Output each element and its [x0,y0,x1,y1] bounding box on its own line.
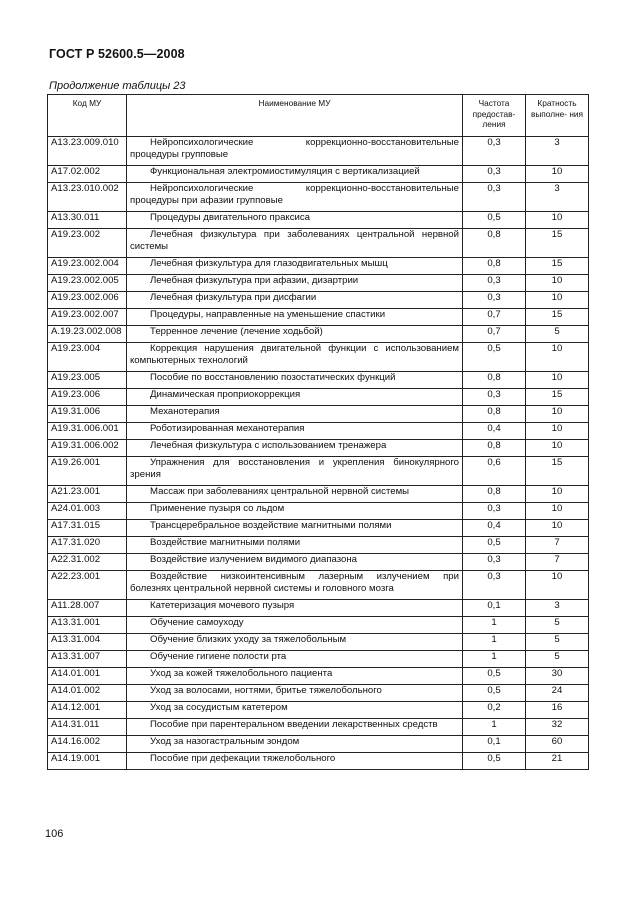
table-header-row [48,95,589,137]
cell-name [127,503,463,520]
cell-name [127,212,463,229]
cell-multiplicity: 24 [526,685,589,702]
cell-multiplicity: 5 [526,617,589,634]
cell-name [127,258,463,275]
table-row [48,486,589,503]
cell-code: A19.31.006 [48,406,127,423]
cell-name-text: Лечебная физкультура при заболеваниях центральной нервной системы [130,229,459,252]
cell-multiplicity: 21 [526,753,589,770]
cell-name [127,309,463,326]
cell-name [127,229,463,258]
cell-multiplicity: 32 [526,719,589,736]
cell-code: A19.23.002.006 [48,292,127,309]
cell-multiplicity: 30 [526,668,589,685]
cell-multiplicity: 3 [526,600,589,617]
cell-frequency: 0,8 [463,258,526,275]
cell-multiplicity: 15 [526,309,589,326]
cell-name [127,166,463,183]
table-row [48,685,589,702]
cell-multiplicity: 10 [526,571,589,600]
table-row [48,275,589,292]
cell-frequency: 0,5 [463,668,526,685]
cell-frequency: 0,4 [463,423,526,440]
cell-multiplicity: 10 [526,486,589,503]
cell-name-text: Уход за волосами, ногтями, бритье тяжелобольного [150,685,382,696]
cell-name [127,423,463,440]
cell-code: A14.01.002 [48,685,127,702]
table-row [48,423,589,440]
table-row [48,309,589,326]
table-row [48,166,589,183]
cell-multiplicity: 3 [526,137,589,166]
cell-multiplicity: 10 [526,503,589,520]
cell-name-text: Пособие при дефекации тяжелобольного [150,753,336,764]
cell-frequency: 0,3 [463,275,526,292]
table-row [48,343,589,372]
cell-code: A21.23.001 [48,486,127,503]
cell-name [127,406,463,423]
table-row [48,212,589,229]
cell-frequency: 0,5 [463,753,526,770]
cell-code: A17.31.015 [48,520,127,537]
services-table [47,94,589,770]
cell-name-text: Обучение гигиене полости рта [150,651,287,662]
cell-name [127,753,463,770]
cell-name-text: Коррекция нарушения двигательной функции с использованием компьютерных технологий [130,343,459,366]
cell-code: A13.31.004 [48,634,127,651]
table-row [48,668,589,685]
cell-frequency: 0,3 [463,389,526,406]
cell-frequency: 0,3 [463,166,526,183]
cell-frequency: 0,6 [463,457,526,486]
cell-frequency: 0,7 [463,326,526,343]
cell-frequency: 0,5 [463,343,526,372]
table-row [48,389,589,406]
cell-code: A19.23.002.004 [48,258,127,275]
cell-code: A13.31.001 [48,617,127,634]
cell-frequency: 0,1 [463,600,526,617]
cell-multiplicity: 5 [526,634,589,651]
cell-frequency: 0,5 [463,537,526,554]
cell-frequency: 0,8 [463,372,526,389]
cell-name [127,554,463,571]
cell-name [127,685,463,702]
cell-name-text: Нейропсихологические коррекционно-восстановительные процедуры групповые [130,137,459,160]
cell-frequency: 0,8 [463,486,526,503]
cell-name [127,634,463,651]
page-number: 106 [45,828,64,840]
cell-code: A24.01.003 [48,503,127,520]
cell-name-text: Функциональная электромиостимуляция с вертикализацией [150,166,420,177]
cell-name [127,719,463,736]
cell-frequency: 0,2 [463,702,526,719]
col-header-multiplicity: Кратность выполне- ния [526,95,589,137]
cell-frequency: 0,5 [463,685,526,702]
cell-multiplicity: 5 [526,651,589,668]
cell-name-text: Лечебная физкультура при афазии, дизартрии [150,275,359,286]
cell-multiplicity: 5 [526,326,589,343]
table-row [48,702,589,719]
cell-frequency: 0,3 [463,554,526,571]
cell-frequency: 1 [463,634,526,651]
cell-multiplicity: 15 [526,457,589,486]
cell-multiplicity: 10 [526,406,589,423]
table-row [48,736,589,753]
cell-multiplicity: 3 [526,183,589,212]
cell-name [127,736,463,753]
cell-code: A19.23.002 [48,229,127,258]
table-row [48,183,589,212]
cell-multiplicity: 15 [526,389,589,406]
cell-name-text: Уход за назогастральным зондом [150,736,300,747]
cell-name-text: Лечебная физкультура для глазодвигательных мышц [150,258,388,269]
cell-name [127,668,463,685]
cell-code: A14.12.001 [48,702,127,719]
cell-code: A11.28.007 [48,600,127,617]
table-row [48,440,589,457]
table-body [48,137,589,770]
cell-name [127,617,463,634]
cell-multiplicity: 10 [526,292,589,309]
cell-name-text: Терренное лечение (лечение ходьбой) [150,326,323,337]
cell-name [127,702,463,719]
table-row [48,326,589,343]
table-row [48,634,589,651]
cell-name [127,292,463,309]
col-header-name: Наименование МУ [127,95,463,137]
cell-name [127,372,463,389]
cell-code: A14.16.002 [48,736,127,753]
table-row [48,372,589,389]
cell-name [127,343,463,372]
cell-name-text: Пособие при парентеральном введении лекарственных средств [150,719,438,730]
cell-multiplicity: 7 [526,537,589,554]
cell-name-text: Нейропсихологические коррекционно-восстановительные процедуры при афазии групповые [130,183,459,206]
table-row [48,457,589,486]
table-row [48,571,589,600]
cell-name-text: Воздействие излучением видимого диапазона [150,554,357,565]
cell-code: A13.23.010.002 [48,183,127,212]
table-row [48,719,589,736]
cell-name-text: Процедуры двигательного праксиса [150,212,311,223]
cell-code: A14.19.001 [48,753,127,770]
cell-code: A19.23.004 [48,343,127,372]
table-row [48,503,589,520]
table-caption: Продолжение таблицы 23 [49,80,186,92]
cell-code: A13.30.011 [48,212,127,229]
cell-frequency: 0,7 [463,309,526,326]
table-row [48,600,589,617]
cell-name [127,275,463,292]
cell-name [127,457,463,486]
cell-name-text: Массаж при заболеваниях центральной нервной системы [150,486,410,497]
cell-name [127,389,463,406]
cell-name [127,520,463,537]
cell-frequency: 0,5 [463,212,526,229]
table-row [48,406,589,423]
cell-name [127,183,463,212]
table-row [48,554,589,571]
table-row [48,651,589,668]
cell-code: A19.23.005 [48,372,127,389]
cell-code: A17.02.002 [48,166,127,183]
table-row [48,258,589,275]
cell-frequency: 1 [463,719,526,736]
document-title: ГОСТ Р 52600.5—2008 [49,47,185,61]
table-row [48,520,589,537]
cell-code: A.19.23.002.008 [48,326,127,343]
cell-frequency: 0,8 [463,440,526,457]
cell-frequency: 0,1 [463,736,526,753]
cell-name-text: Катетеризация мочевого пузыря [150,600,295,611]
cell-name [127,440,463,457]
cell-name-text: Трансцеребральное воздействие магнитными полями [150,520,392,531]
table-row [48,753,589,770]
col-header-frequency: Частота предостав- ления [463,95,526,137]
cell-multiplicity: 10 [526,343,589,372]
table-row [48,617,589,634]
cell-code: A17.31.020 [48,537,127,554]
cell-name-text: Роботизированная механотерапия [150,423,305,434]
cell-name-text: Лечебная физкультура при дисфагии [150,292,317,303]
cell-frequency: 0,3 [463,571,526,600]
cell-multiplicity: 15 [526,229,589,258]
cell-code: A19.31.006.001 [48,423,127,440]
cell-name [127,486,463,503]
cell-name [127,571,463,600]
cell-code: A19.23.002.007 [48,309,127,326]
cell-multiplicity: 10 [526,275,589,292]
cell-name-text: Воздействие магнитными полями [150,537,301,548]
cell-multiplicity: 16 [526,702,589,719]
cell-name-text: Обучение самоуходу [150,617,244,628]
table-row [48,137,589,166]
cell-frequency: 0,3 [463,503,526,520]
cell-name [127,537,463,554]
cell-multiplicity: 10 [526,372,589,389]
cell-multiplicity: 10 [526,212,589,229]
table-row [48,292,589,309]
cell-multiplicity: 10 [526,520,589,537]
cell-code: A22.31.002 [48,554,127,571]
cell-multiplicity: 60 [526,736,589,753]
cell-name [127,137,463,166]
cell-multiplicity: 10 [526,423,589,440]
cell-name-text: Уход за сосудистым катетером [150,702,288,713]
cell-frequency: 0,3 [463,183,526,212]
cell-multiplicity: 10 [526,166,589,183]
cell-name [127,651,463,668]
cell-code: A19.23.002.005 [48,275,127,292]
cell-name-text: Процедуры, направленные на уменьшение спастики [150,309,386,320]
cell-frequency: 0,3 [463,292,526,309]
cell-name-text: Применение пузыря со льдом [150,503,285,514]
cell-frequency: 0,8 [463,406,526,423]
cell-name-text: Пособие по восстановлению позостатических функций [150,372,396,383]
cell-name-text: Механотерапия [150,406,220,417]
cell-name-text: Динамическая проприокоррекция [150,389,301,400]
cell-code: A13.23.009.010 [48,137,127,166]
cell-name-text: Лечебная физкультура с использованием тренажера [150,440,387,451]
cell-multiplicity: 10 [526,440,589,457]
cell-multiplicity: 7 [526,554,589,571]
cell-multiplicity: 15 [526,258,589,275]
table-row [48,229,589,258]
cell-frequency: 0,4 [463,520,526,537]
cell-frequency: 1 [463,651,526,668]
cell-frequency: 1 [463,617,526,634]
cell-frequency: 0,8 [463,229,526,258]
cell-name [127,600,463,617]
col-header-code: Код МУ [48,95,127,137]
cell-name-text: Уход за кожей тяжелобольного пациента [150,668,333,679]
cell-code: A19.31.006.002 [48,440,127,457]
cell-frequency: 0,3 [463,137,526,166]
cell-code: A22.23.001 [48,571,127,600]
cell-name-text: Обучение близких уходу за тяжелобольным [150,634,347,645]
cell-code: A13.31.007 [48,651,127,668]
cell-code: A19.26.001 [48,457,127,486]
cell-code: A14.01.001 [48,668,127,685]
cell-name-text: Воздействие низкоинтенсивным лазерным излучением при болезнях центральной нервной системы и головного мозга [130,571,459,594]
cell-code: A14.31.011 [48,719,127,736]
cell-code: A19.23.006 [48,389,127,406]
cell-name-text: Упражнения для восстановления и укрепления бинокулярного зрения [130,457,459,480]
table-row [48,537,589,554]
cell-name [127,326,463,343]
